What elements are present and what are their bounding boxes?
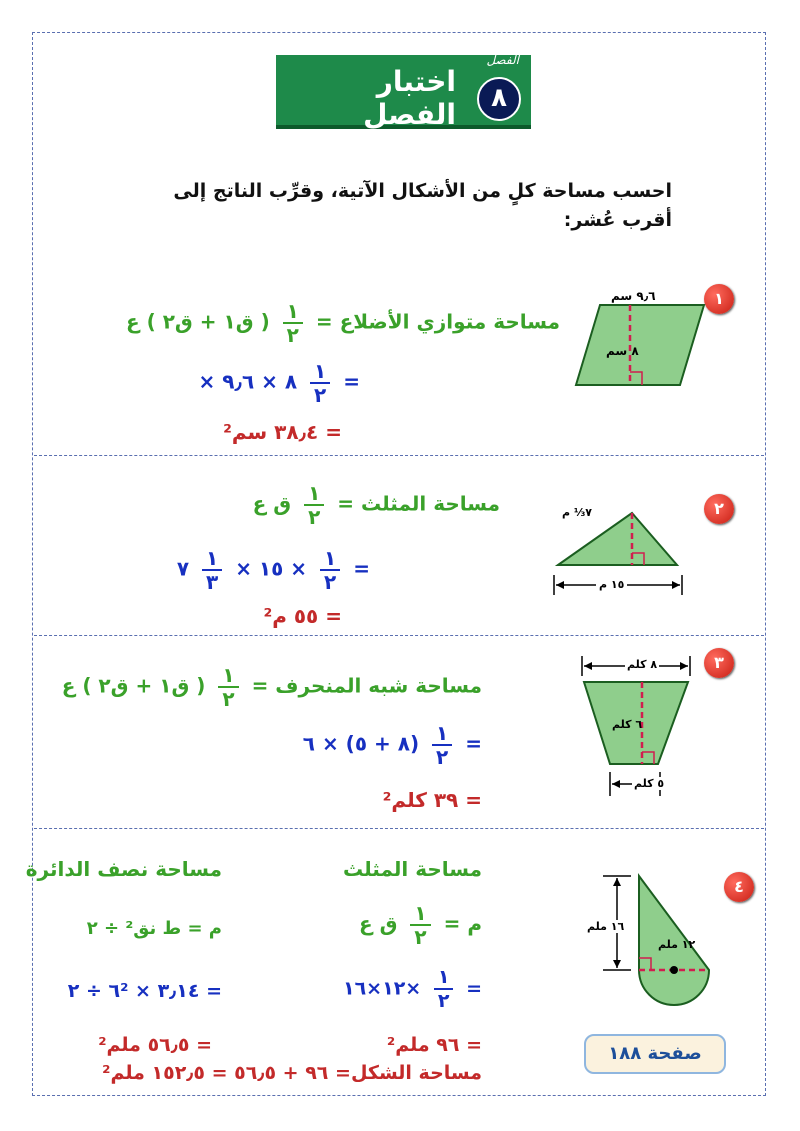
fraction-third: $\frac{١}{٣}$ [202, 547, 222, 593]
p2-step-whole: ٧ [176, 556, 190, 581]
fraction-half: $\frac{١}{٢}$ [218, 664, 238, 710]
p4-triangle-heading: مساحة المثلث [342, 857, 482, 881]
p3-step-rest: (٨ + ٥) × ٦ [302, 731, 420, 756]
separator [34, 635, 764, 636]
p3-formula-rest: ( ق١ + ق٢ ) ع [61, 673, 206, 698]
triangle-height-label: ٧⅓ م [562, 506, 592, 519]
fraction-half: $\frac{١}{٢}$ [432, 722, 452, 768]
fraction-half: $\frac{١}{٢}$ [304, 482, 324, 528]
chapter-label: الفصل [486, 53, 519, 67]
p3-formula [62, 664, 482, 710]
p4-semicircle-formula: م = ط نق² ÷ ٢ [86, 918, 222, 939]
p4-triangle-formula [359, 902, 482, 948]
problem-number-4: ٤ [724, 872, 754, 902]
p2-formula [253, 482, 500, 528]
fraction-half: $\frac{١}{٢}$ [310, 360, 330, 406]
p4-semicircle-result: = ٥٦٫٥ ملم² [98, 1034, 212, 1056]
triangle-base-label: ١٥ م [596, 578, 627, 591]
fraction-half: $\frac{١}{٢}$ [320, 547, 340, 593]
p3-formula-name: مساحة شبه المنحرف = [251, 673, 482, 698]
problem-number-3: ٣ [704, 648, 734, 678]
chapter-number-badge: ٨ [477, 77, 521, 121]
p4-triangle-result: = ٩٦ ملم² [386, 1034, 482, 1056]
instructions [152, 177, 672, 235]
p1-step [199, 360, 360, 406]
p4-triangle-step-rest: ×١٢×١٦ [342, 977, 422, 1000]
instructions-line-2: أقرب عُشر: [563, 209, 672, 231]
p1-formula-rest: ( ق١ + ق٢ ) ع [125, 309, 270, 334]
trapezoid-top-label: ٨ كلم [627, 658, 658, 671]
parallelogram-figure [572, 290, 708, 390]
p4-triangle-formula-a: م = [443, 911, 482, 936]
p3-step-eq: = [465, 731, 482, 756]
p1-step-rest: ٨ × ٩٫٦ × [198, 369, 298, 394]
parallelogram-top-label: ٩٫٦ سم [611, 289, 656, 303]
composite-height-label: ١٦ ملم [587, 920, 625, 933]
trapezoid-height-label: ٦ كلم [612, 718, 643, 731]
p3-step [303, 722, 482, 768]
chapter-test-banner [276, 55, 531, 129]
trapezoid-bottom-label: ٥ كلم [634, 777, 665, 790]
p4-triangle-formula-b: ق ع [358, 911, 398, 936]
problem-number-1: ١ [704, 284, 734, 314]
p1-result: = ٣٨٫٤ سم² [223, 420, 342, 444]
fraction-half: $\frac{١}{٢}$ [434, 966, 454, 1012]
p3-result: = ٣٩ كلم² [382, 788, 482, 812]
p2-formula-rest: ق ع [252, 491, 292, 516]
composite-width-label: ١٢ ملم [658, 938, 696, 951]
p1-formula [126, 300, 560, 346]
p4-triangle-step-eq: = [466, 977, 482, 1000]
p2-formula-name: مساحة المثلث = [337, 491, 500, 516]
fraction-half: $\frac{١}{٢}$ [283, 300, 303, 346]
p2-step [177, 547, 370, 593]
separator [34, 455, 764, 456]
p4-total-area: مساحة الشكل= ٩٦ + ٥٦٫٥ = ١٥٢٫٥ ملم² [102, 1062, 482, 1084]
separator [34, 828, 764, 829]
fraction-half: $\frac{١}{٢}$ [410, 902, 430, 948]
p2-result: = ٥٥ م² [263, 604, 342, 628]
p4-triangle-step [343, 966, 482, 1012]
p4-semicircle-step: = ٣٫١٤ × ٦² ÷ ٢ [67, 980, 222, 1002]
p1-step-eq: = [343, 369, 360, 394]
p2-step-eq: = [353, 556, 370, 581]
p2-step-mid: × ١٥ × [235, 556, 308, 581]
p1-formula-name: مساحة متوازي الأضلاع = [315, 309, 560, 334]
parallelogram-height-label: ٨ سم [606, 344, 639, 358]
instructions-line-1: احسب مساحة كلٍ من الأشكال الآتية، وقرِّب الناتج إلى [173, 180, 672, 202]
page-reference: صفحة ١٨٨ [584, 1034, 726, 1074]
problem-number-2: ٢ [704, 494, 734, 524]
banner-title: اختبار الفصل [363, 65, 456, 131]
p4-semicircle-heading: مساحة نصف الدائرة [25, 857, 222, 881]
